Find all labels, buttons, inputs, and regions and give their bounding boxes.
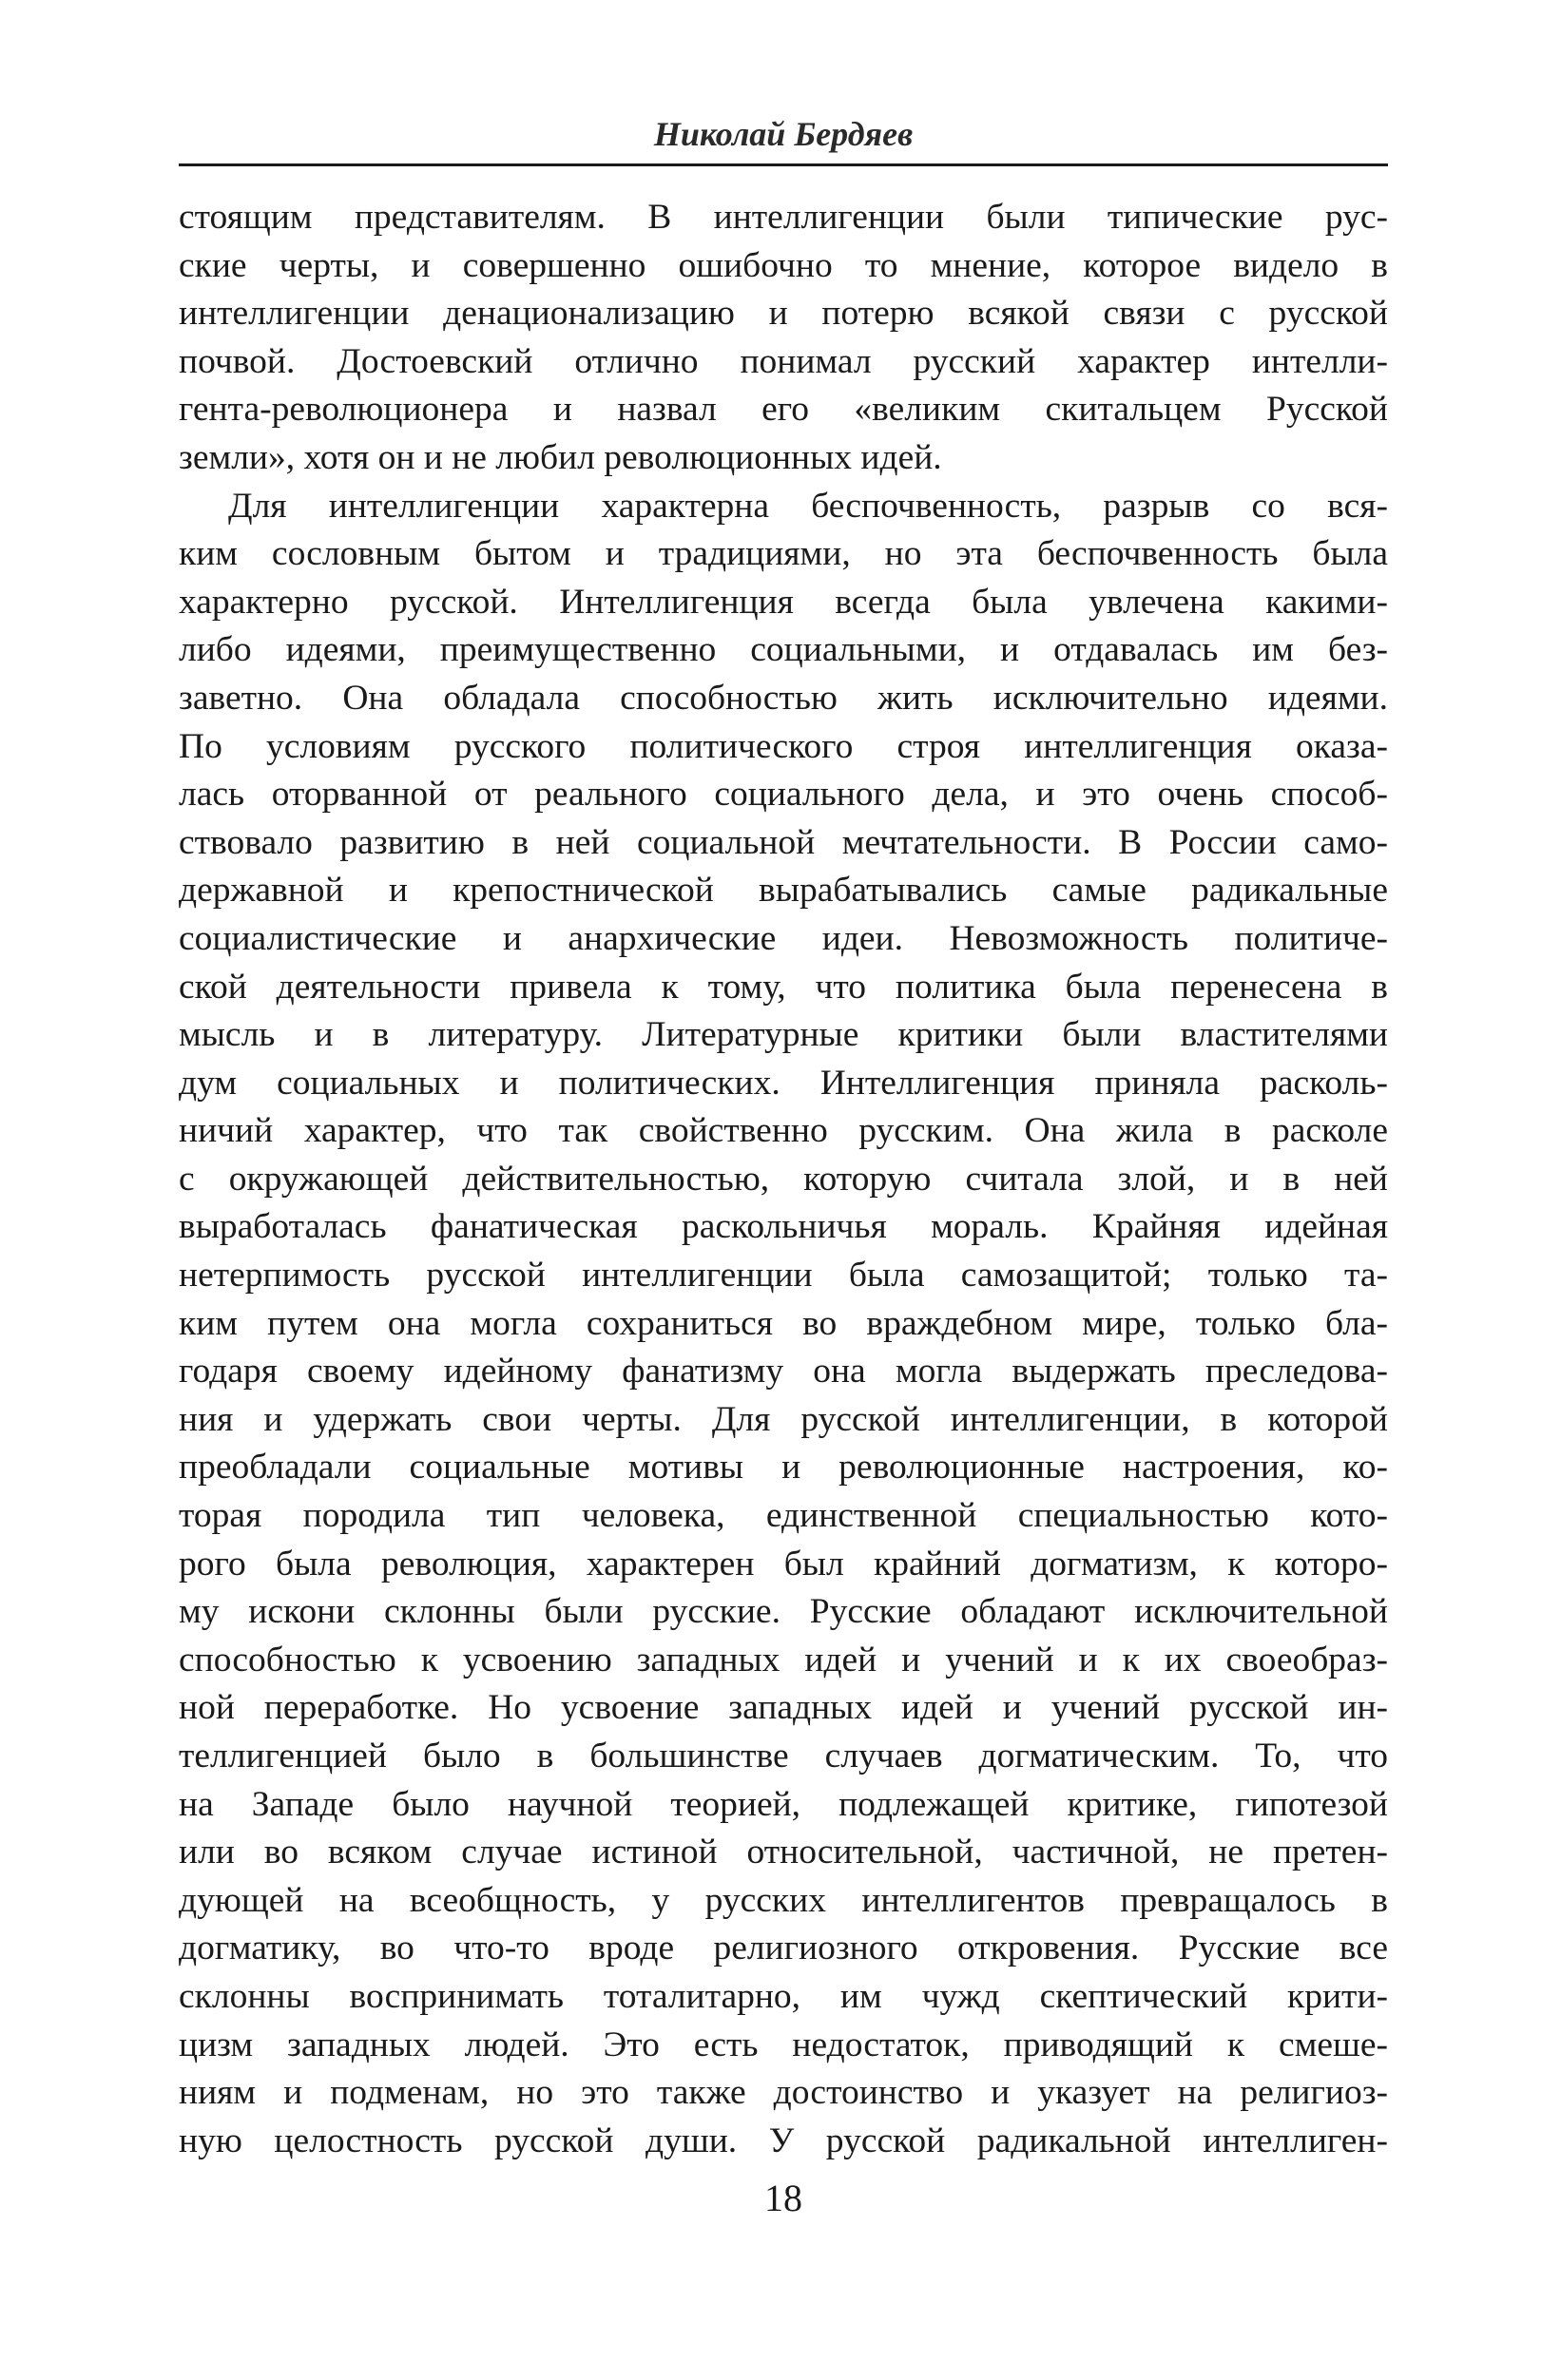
text-line: заветно. Она обладала способностью жить исключительно идеями. — [179, 678, 1388, 718]
text-line: выработалась фанатическая раскольничья мораль. Крайняя идейная — [179, 1207, 1388, 1247]
text-line: ной переработке. Но усвоение западных идей и учений русской ин- — [179, 1688, 1388, 1728]
text-line: цизм западных людей. Это есть недостаток, приводящий к смеше- — [179, 2025, 1388, 2064]
text-line: дующей на всеобщность, у русских интеллигентов превращалось в — [179, 1880, 1388, 1920]
text-line: склонны воспринимать тоталитарно, им чужд скептический крити- — [179, 1976, 1388, 2016]
text-line: либо идеями, преимущественно социальными, и отдавалась им без- — [179, 630, 1388, 670]
text-line: ские черты, и совершенно ошибочно то мнение, которое видело в — [179, 245, 1388, 285]
text-line: По условиям русского политического строя интеллигенция оказа- — [179, 726, 1388, 766]
text-line: нетерпимость русской интеллигенции была самозащитой; только та- — [179, 1256, 1388, 1296]
body-text — [179, 194, 1388, 2165]
text-line: интеллигенции денационализацию и потерю всякой связи с русской — [179, 294, 1388, 334]
text-line: му искони склонны были русские. Русские обладают исключительной — [179, 1592, 1388, 1632]
text-line: почвой. Достоевский отлично понимал русский характер интелли- — [179, 341, 1388, 381]
text-line: ской деятельности привела к тому, что политика была перенесена в — [179, 967, 1388, 1007]
text-line: догматику, во что-то вроде религиозного откровения. Русские все — [179, 1929, 1388, 1968]
text-line: ную целостность русской души. У русской радикальной интеллиген- — [179, 2121, 1388, 2160]
text-line: преобладали социальные мотивы и революционные настроения, ко- — [179, 1448, 1388, 1488]
text-line: способностью к усвоению западных идей и учений и к их своеобраз- — [179, 1640, 1388, 1679]
text-line: ния и удержать свои черты. Для русской интеллигенции, в которой — [179, 1399, 1388, 1439]
text-line: рого была революция, характерен был крайний догматизм, к которо- — [179, 1544, 1388, 1583]
text-line: теллигенцией было в большинстве случаев догматическим. То, что — [179, 1737, 1388, 1775]
text-line: или во всяком случае истиной относительной, частичной, не претен- — [179, 1833, 1388, 1872]
text-line: ким путем она могла сохраниться во враждебном мире, только бла- — [179, 1303, 1388, 1343]
text-line: стоящим представителям. В интеллигенции были типические рус- — [179, 198, 1388, 237]
text-line: Для интеллигенции характерна беспочвенность, разрыв со вся- — [228, 486, 1388, 526]
text-line: годаря своему идейному фанатизму она могла выдержать преследова- — [179, 1352, 1388, 1392]
text-line: мысль и в литературу. Литературные критики были властителями — [179, 1015, 1388, 1055]
text-line: ким сословным бытом и традициями, но эта беспочвенность была — [179, 534, 1388, 574]
text-line: торая породила тип человека, единственной специальностью кото- — [179, 1496, 1388, 1536]
text-line: ниям и подменам, но это также достоинство и указует на религиоз- — [179, 2073, 1388, 2113]
text-line: лась оторванной от реального социального дела, и это очень способ- — [179, 775, 1388, 815]
text-line: характерно русской. Интеллигенция всегда была увлечена какими- — [179, 582, 1388, 622]
text-line: с окружающей действительностью, которую считала злой, и в ней — [179, 1159, 1388, 1199]
page-number: 18 — [764, 2177, 802, 2219]
text-line: земли», хотя он и не любил революционных идей. — [179, 437, 942, 477]
text-line: державной и крепостнической вырабатывались самые радикальные — [179, 871, 1388, 911]
running-head-author: Николай Бердяев — [653, 115, 914, 153]
text-line: на Западе было научной теорией, подлежащей критике, гипотезой — [179, 1784, 1388, 1824]
text-line: ничий характер, что так свойственно русским. Она жила в расколе — [179, 1111, 1388, 1151]
text-line: ствовало развитию в ней социальной мечтательности. В России само- — [179, 822, 1388, 862]
header-rule — [179, 163, 1388, 166]
text-line: социалистические и анархические идеи. Невозможность политиче- — [179, 918, 1388, 958]
text-line: гента-революционера и назвал его «великим скитальцем Русской — [179, 390, 1388, 430]
text-line: дум социальных и политических. Интеллигенция приняла расколь- — [179, 1063, 1388, 1103]
